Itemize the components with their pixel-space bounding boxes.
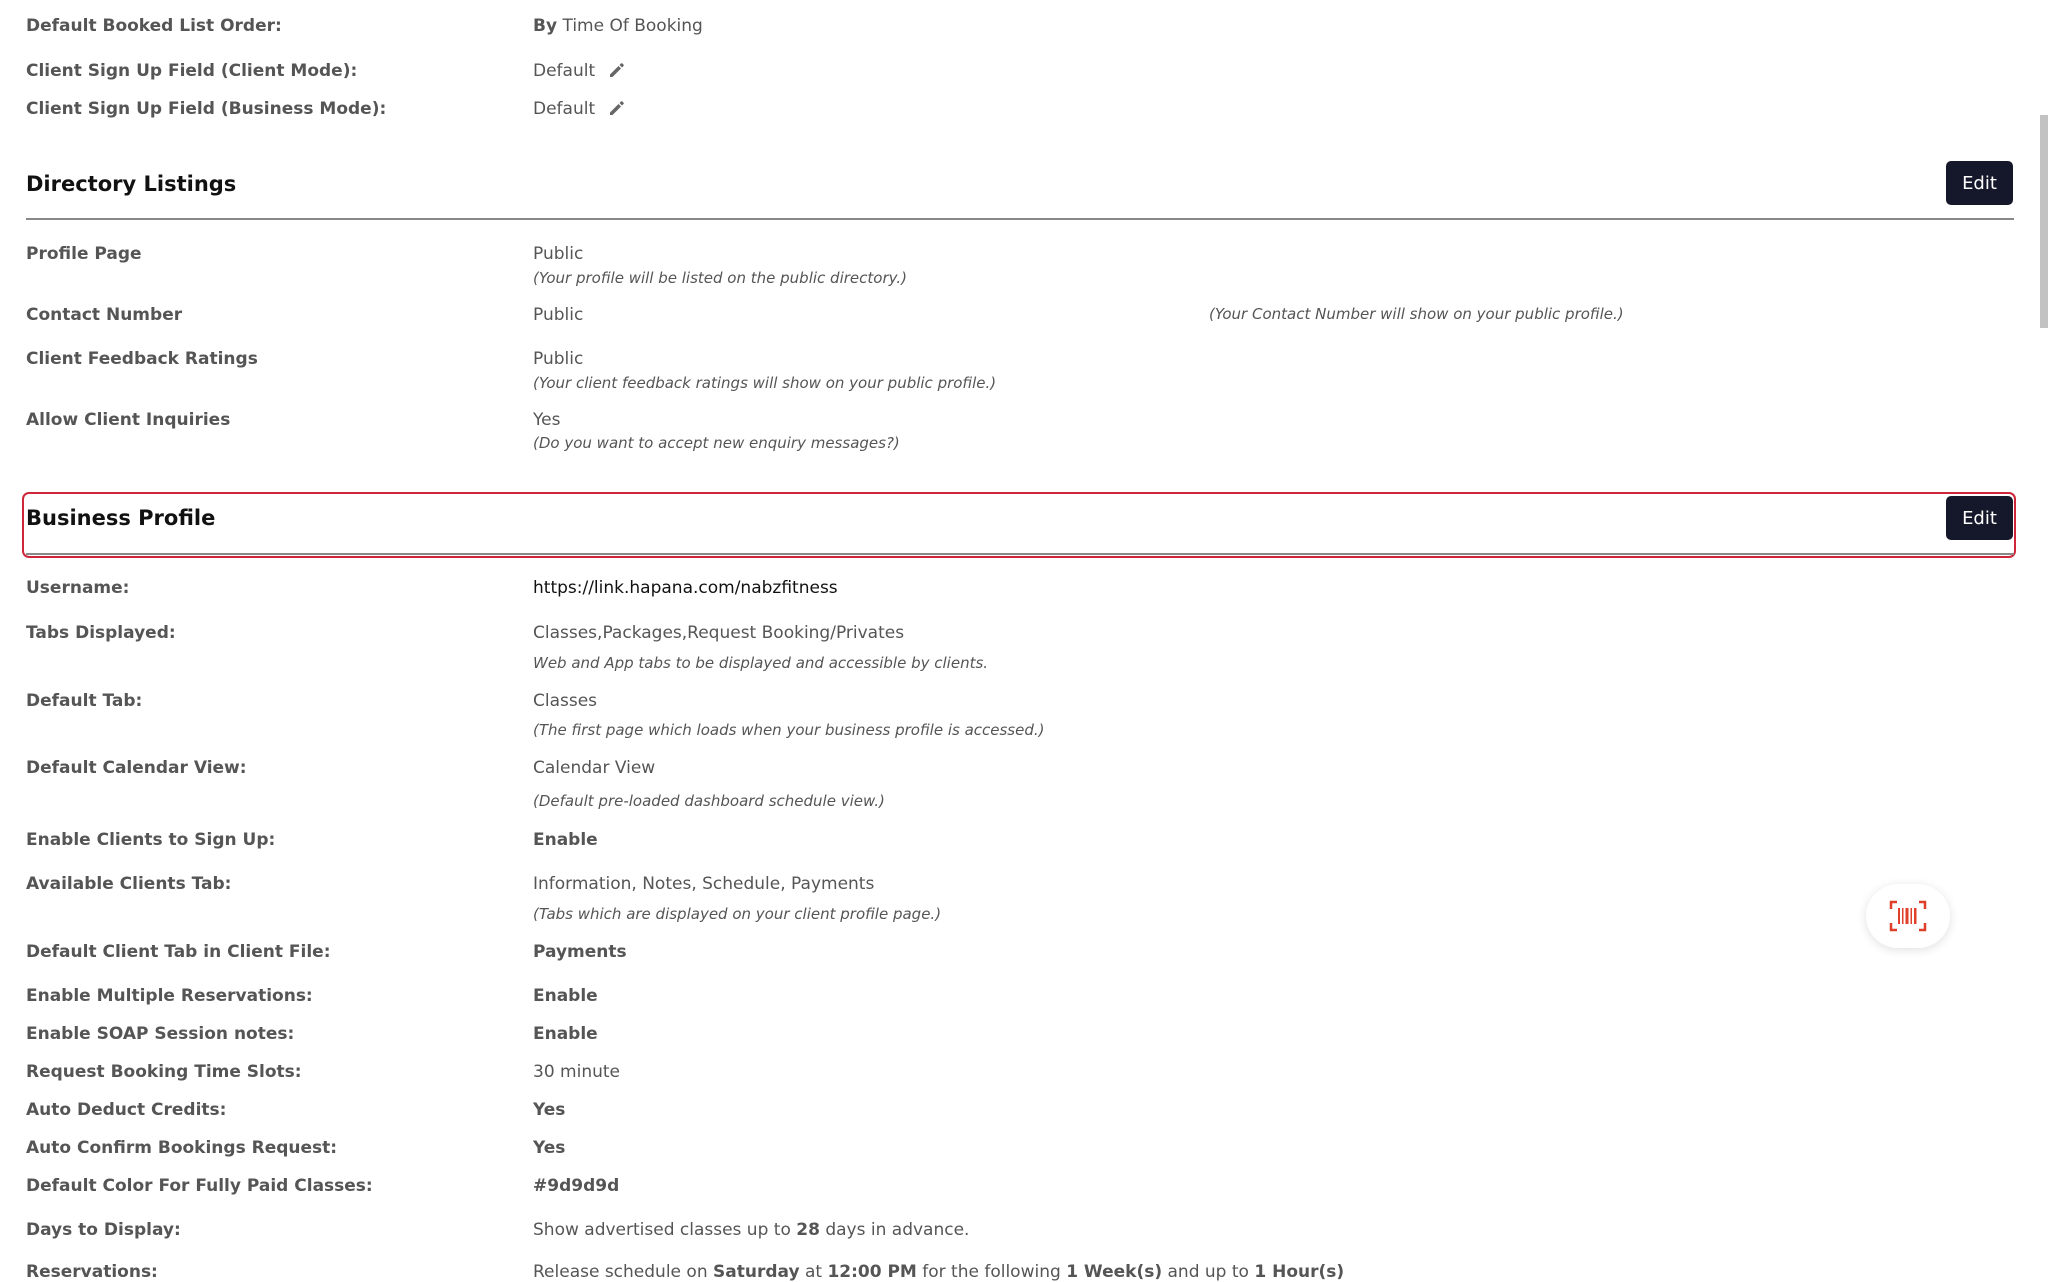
directory-note-profile-page: (Your profile will be listed on the public directory.) — [533, 269, 907, 287]
business-value-soap-notes: Enable — [533, 1024, 598, 1044]
business-value-username: https://link.hapana.com/nabzfitness — [533, 578, 838, 598]
directory-value-feedback-ratings: Public — [533, 349, 584, 369]
business-label-default-tab: Default Tab: — [26, 691, 143, 711]
value-time: 12:00 PM — [827, 1262, 917, 1282]
value-day: Saturday — [713, 1262, 800, 1282]
business-label-default-client-tab: Default Client Tab in Client File: — [26, 942, 331, 962]
business-value-clients-signup: Enable — [533, 830, 598, 850]
business-value-calendar-view: Calendar View — [533, 758, 656, 778]
pencil-icon[interactable] — [607, 60, 627, 80]
business-label-auto-deduct: Auto Deduct Credits: — [26, 1100, 227, 1120]
business-value-time-slots: 30 minute — [533, 1062, 620, 1082]
setting-label-client-signup-client-mode: Client Sign Up Field (Client Mode): — [26, 61, 358, 81]
business-label-soap-notes: Enable SOAP Session notes: — [26, 1024, 295, 1044]
business-profile-edit-button[interactable]: Edit — [1946, 496, 2013, 540]
business-value-tabs-displayed: Classes,Packages,Request Booking/Privates — [533, 623, 905, 643]
barcode-scan-icon — [1889, 900, 1927, 932]
setting-label-client-signup-business-mode: Client Sign Up Field (Business Mode): — [26, 99, 387, 119]
business-value-auto-deduct: Yes — [533, 1100, 566, 1120]
directory-note-contact-number: (Your Contact Number will show on your public profile.) — [1209, 305, 1624, 323]
business-value-multiple-reservations: Enable — [533, 986, 598, 1006]
value-prefix: By — [533, 16, 558, 36]
setting-value-client-signup-business-mode: Default — [533, 99, 596, 119]
business-label-calendar-view: Default Calendar View: — [26, 758, 247, 778]
value-hours: 1 Hour(s) — [1254, 1262, 1345, 1282]
scrollbar-thumb[interactable] — [2040, 115, 2048, 328]
business-value-clients-tab: Information, Notes, Schedule, Payments — [533, 874, 875, 894]
setting-value-client-signup-client-mode: Default — [533, 61, 596, 81]
value-days: 28 — [796, 1220, 820, 1240]
business-note-tabs-displayed: Web and App tabs to be displayed and accessible by clients. — [533, 654, 989, 672]
directory-note-feedback-ratings: (Your client feedback ratings will show on your public profile.) — [533, 374, 997, 392]
business-note-clients-tab: (Tabs which are displayed on your client profile page.) — [533, 905, 942, 923]
value-text: and up to — [1167, 1262, 1249, 1282]
business-label-auto-confirm: Auto Confirm Bookings Request: — [26, 1138, 338, 1158]
business-value-paid-color: #9d9d9d — [533, 1176, 620, 1196]
directory-label-contact-number: Contact Number — [26, 305, 183, 325]
value-text: Release schedule on — [533, 1262, 708, 1282]
directory-edit-button[interactable]: Edit — [1946, 161, 2013, 205]
business-label-username: Username: — [26, 578, 130, 598]
business-value-reservations — [533, 1262, 1344, 1282]
business-label-clients-tab: Available Clients Tab: — [26, 874, 232, 894]
directory-label-client-inquiries: Allow Client Inquiries — [26, 410, 231, 430]
directory-label-feedback-ratings: Client Feedback Ratings — [26, 349, 258, 369]
setting-label-booked-list-order: Default Booked List Order: — [26, 16, 282, 36]
business-value-default-client-tab: Payments — [533, 942, 627, 962]
value-text: for the following — [922, 1262, 1061, 1282]
setting-value-booked-list-order — [533, 16, 703, 36]
business-label-reservations: Reservations: — [26, 1262, 158, 1282]
directory-value-profile-page: Public — [533, 244, 584, 264]
business-value-default-tab: Classes — [533, 691, 598, 711]
business-label-clients-signup: Enable Clients to Sign Up: — [26, 830, 276, 850]
value-text: Time Of Booking — [562, 16, 703, 36]
business-value-days-display — [533, 1220, 969, 1240]
value-weeks: 1 Week(s) — [1066, 1262, 1163, 1282]
directory-value-client-inquiries: Yes — [533, 410, 561, 430]
barcode-scan-button[interactable] — [1866, 884, 1950, 948]
directory-note-client-inquiries: (Do you want to accept new enquiry messages?) — [533, 434, 900, 452]
business-label-days-display: Days to Display: — [26, 1220, 181, 1240]
business-label-time-slots: Request Booking Time Slots: — [26, 1062, 302, 1082]
business-label-paid-color: Default Color For Fully Paid Classes: — [26, 1176, 373, 1196]
section-title-business-profile: Business Profile — [26, 506, 216, 530]
section-divider — [26, 553, 2014, 555]
value-text: days in advance. — [825, 1220, 970, 1240]
value-text: Show advertised classes up to — [533, 1220, 791, 1240]
business-value-auto-confirm: Yes — [533, 1138, 566, 1158]
business-note-default-tab: (The first page which loads when your business profile is accessed.) — [533, 721, 1045, 739]
business-note-calendar-view: (Default pre-loaded dashboard schedule view.) — [533, 792, 885, 810]
business-profile-header-highlight — [22, 492, 2016, 558]
value-text: at — [804, 1262, 823, 1282]
section-divider — [26, 218, 2014, 220]
business-label-multiple-reservations: Enable Multiple Reservations: — [26, 986, 313, 1006]
pencil-icon[interactable] — [607, 98, 627, 118]
section-title-directory-listings: Directory Listings — [26, 172, 237, 196]
directory-value-contact-number: Public — [533, 305, 584, 325]
directory-label-profile-page: Profile Page — [26, 244, 142, 264]
business-label-tabs-displayed: Tabs Displayed: — [26, 623, 176, 643]
